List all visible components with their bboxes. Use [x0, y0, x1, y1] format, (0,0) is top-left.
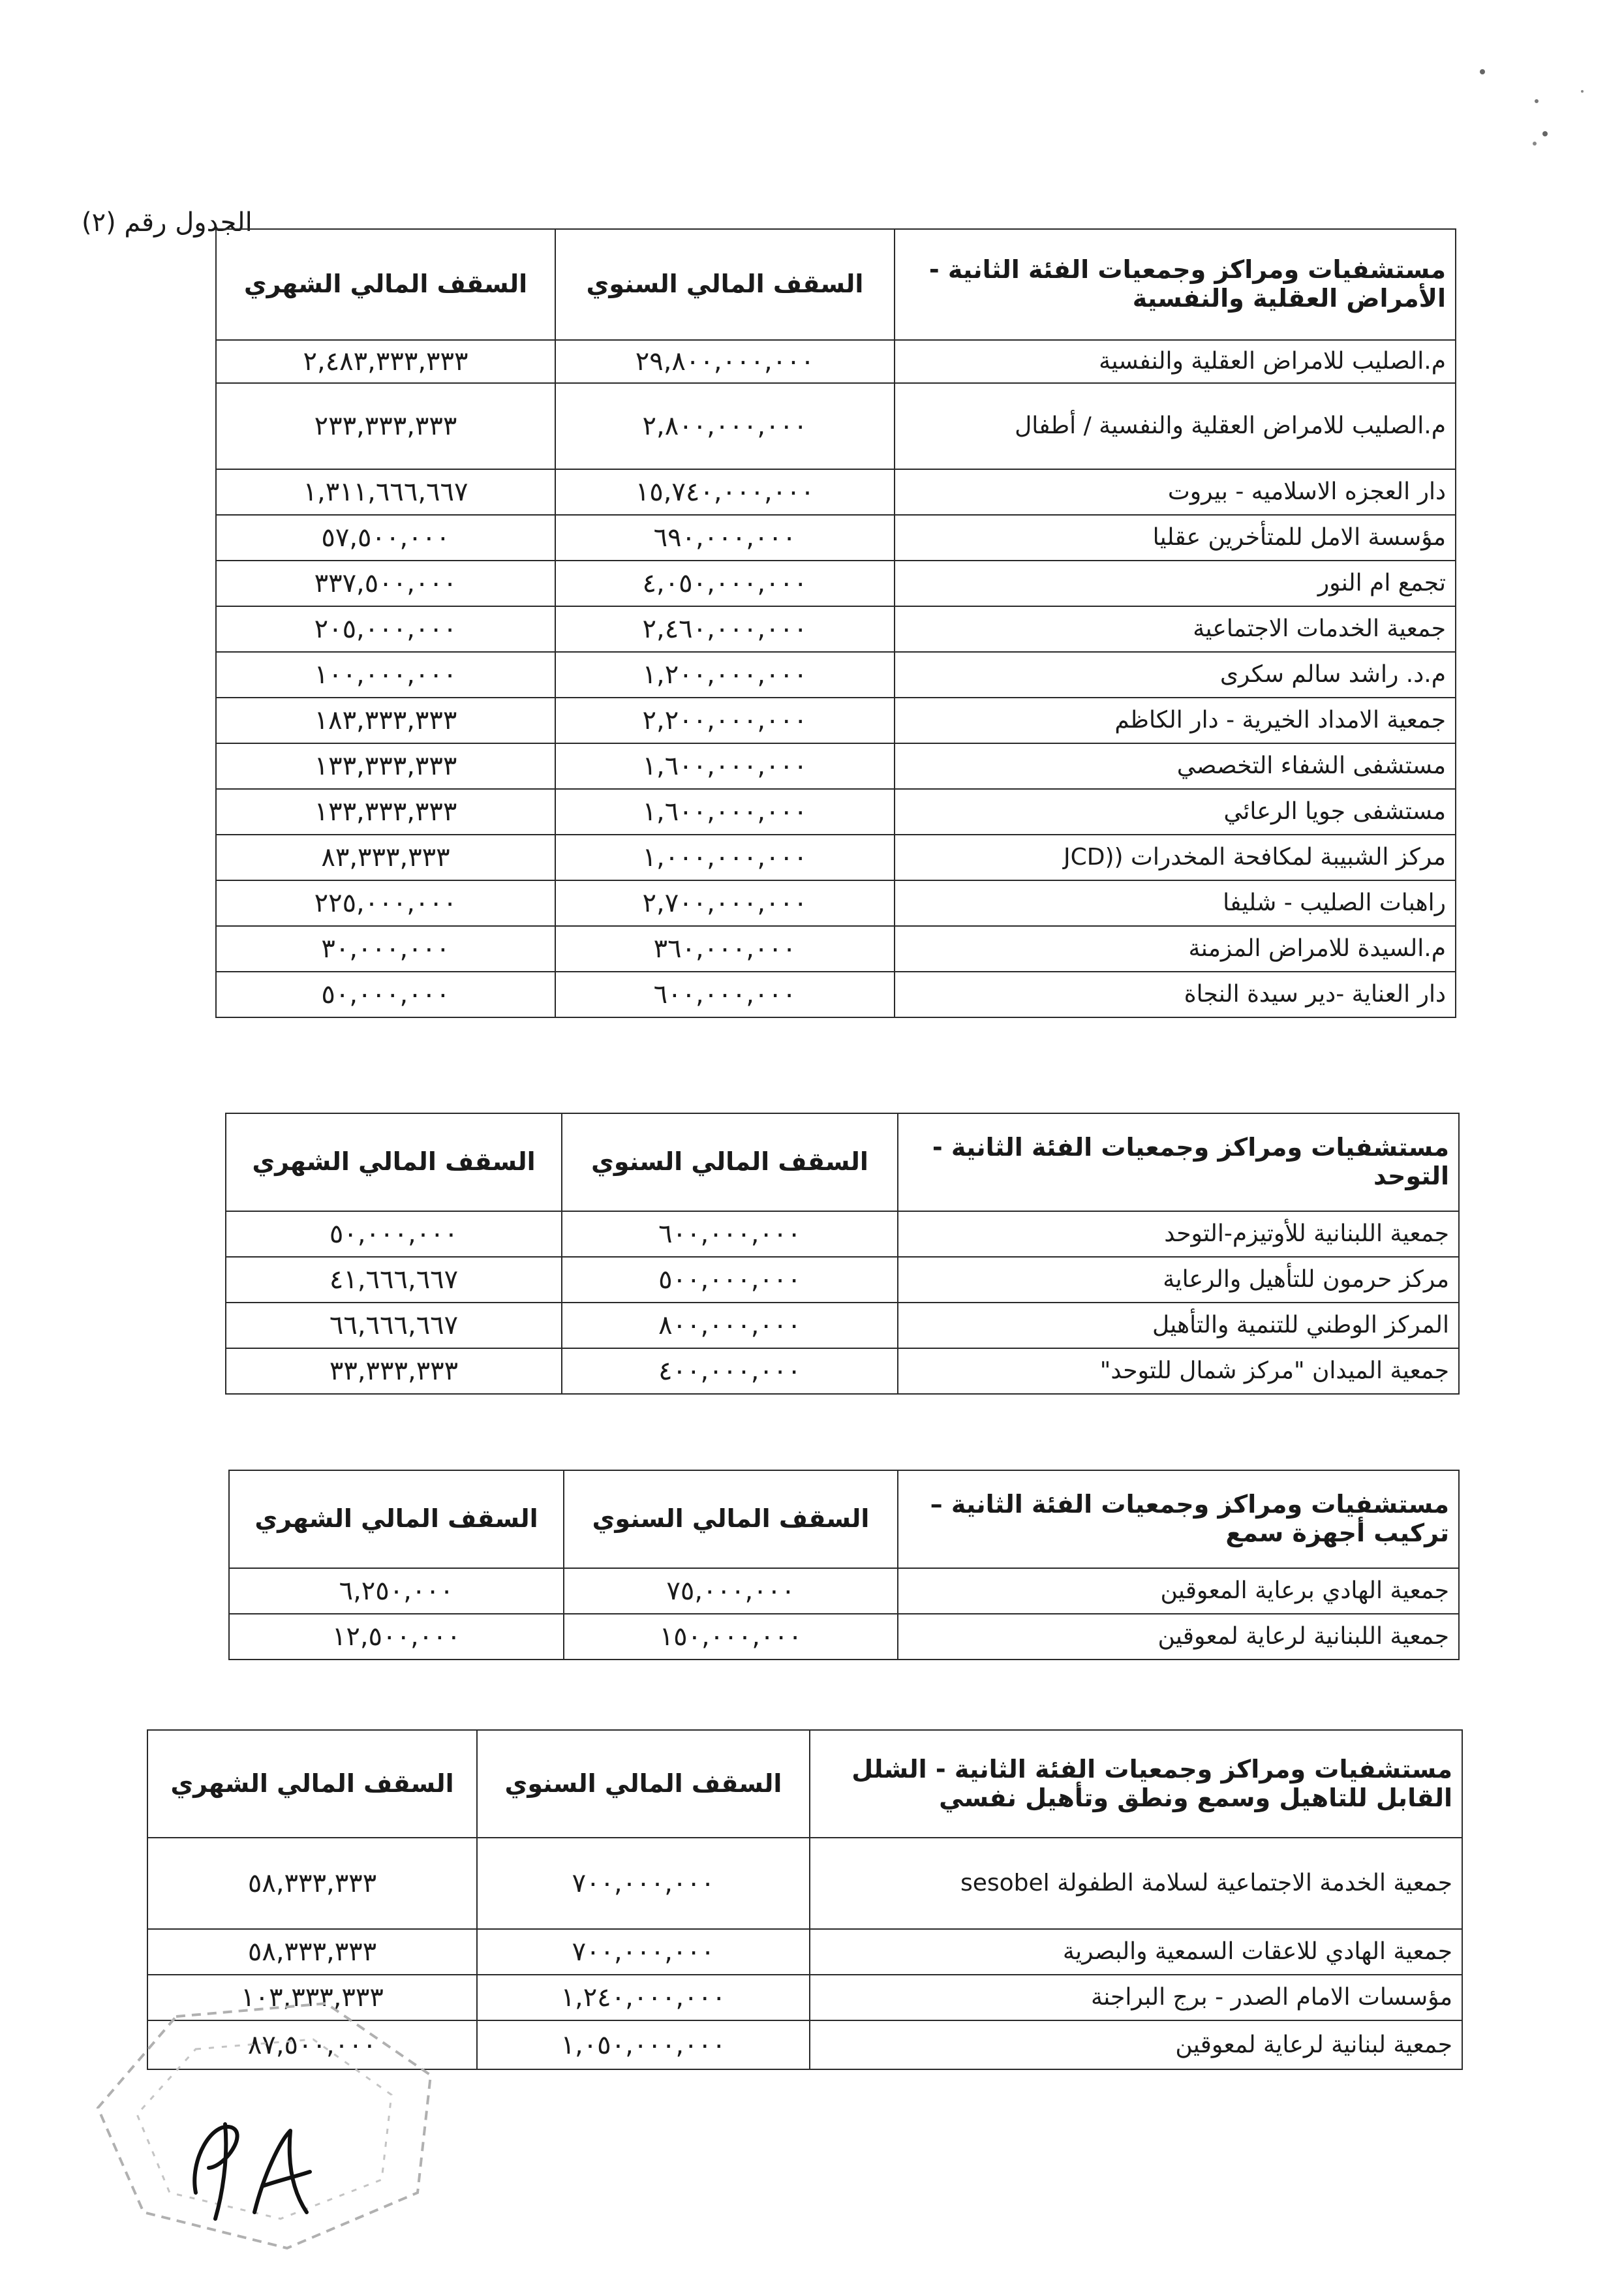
monthly-cap: ١٠٣,٣٣٣,٣٣٣	[147, 1975, 477, 2020]
facility-name: م.الصليب للامراض العقلية والنفسية / أطفال	[895, 383, 1456, 469]
facility-name: جمعية الميدان "مركز شمال للتوحد"	[898, 1348, 1459, 1394]
monthly-cap: ٤١,٦٦٦,٦٦٧	[226, 1257, 562, 1303]
annual-column-header: السقف المالي السنوي	[555, 229, 895, 340]
monthly-cap: ٥٨,٣٣٣,٣٣٣	[147, 1838, 477, 1929]
table-row	[216, 340, 1456, 383]
table-header-row	[216, 229, 1456, 340]
facility-name: جمعية الخدمات الاجتماعية	[895, 606, 1456, 652]
annual-cap: ١٥,٧٤٠,٠٠٠,٠٠٠	[555, 469, 895, 515]
stamp-and-signature	[91, 1997, 457, 2258]
facility-name: مركز الشبيبة لمكافحة المخدرات ((JCD	[895, 835, 1456, 880]
monthly-cap: ٢٠٥,٠٠٠,٠٠٠	[216, 606, 555, 652]
facility-name: جمعية اللبنانية للأوتيزم-التوحد	[898, 1211, 1459, 1257]
annual-column-header: السقف المالي السنوي	[564, 1470, 898, 1568]
monthly-cap: ٦٦,٦٦٦,٦٦٧	[226, 1303, 562, 1348]
annual-cap: ٢,٧٠٠,٠٠٠,٠٠٠	[555, 880, 895, 926]
monthly-cap: ٢,٤٨٣,٣٣٣,٣٣٣	[216, 340, 555, 383]
facility-name: م.الصليب للامراض العقلية والنفسية	[895, 340, 1456, 383]
annual-cap: ١,٠٥٠,٠٠٠,٠٠٠	[477, 2020, 810, 2069]
table-header-row	[229, 1470, 1459, 1568]
monthly-cap: ٥٨,٣٣٣,٣٣٣	[147, 1929, 477, 1975]
annual-cap: ٨٠٠,٠٠٠,٠٠٠	[562, 1303, 898, 1348]
monthly-cap: ١٠٠,٠٠٠,٠٠٠	[216, 652, 555, 698]
table-row	[216, 789, 1456, 835]
signature	[194, 2124, 310, 2219]
table-row	[216, 515, 1456, 561]
facility-name: دار العناية -دير سيدة النجاة	[895, 972, 1456, 1017]
table-row	[147, 1929, 1462, 1975]
monthly-cap: ٨٣,٣٣٣,٣٣٣	[216, 835, 555, 880]
table-row	[216, 926, 1456, 972]
monthly-cap: ١٣٣,٣٣٣,٣٣٣	[216, 789, 555, 835]
facility-name: جمعية اللبنانية لرعاية لمعوقين	[898, 1614, 1459, 1660]
table-row	[216, 835, 1456, 880]
facility-name: جمعية الامداد الخيرية - دار الكاظم	[895, 698, 1456, 743]
table-row	[226, 1303, 1459, 1348]
monthly-cap: ٥٠,٠٠٠,٠٠٠	[226, 1211, 562, 1257]
monthly-cap: ٣٣,٣٣٣,٣٣٣	[226, 1348, 562, 1394]
table-autism	[225, 1113, 1460, 1395]
monthly-cap: ٥٠,٠٠٠,٠٠٠	[216, 972, 555, 1017]
table-row	[216, 606, 1456, 652]
facility-name: جمعية الهادي للاعقات السمعية والبصرية	[810, 1929, 1462, 1975]
annual-cap: ٦٩٠,٠٠٠,٠٠٠	[555, 515, 895, 561]
facility-name: راهبات الصليب - شليفا	[895, 880, 1456, 926]
annual-cap: ٧٥,٠٠٠,٠٠٠	[564, 1568, 898, 1614]
annual-cap: ٢,٨٠٠,٠٠٠,٠٠٠	[555, 383, 895, 469]
table-row	[216, 880, 1456, 926]
facility-name: مستشفى جويا الرعائي	[895, 789, 1456, 835]
facility-name: جمعية لبنانية لرعاية لمعوقين	[810, 2020, 1462, 2069]
annual-cap: ١,٦٠٠,٠٠٠,٠٠٠	[555, 789, 895, 835]
monthly-cap: ٦,٢٥٠,٠٠٠	[229, 1568, 564, 1614]
annual-cap: ١٥٠,٠٠٠,٠٠٠	[564, 1614, 898, 1660]
table-row	[216, 743, 1456, 789]
table-row	[216, 383, 1456, 469]
annual-cap: ٣٦٠,٠٠٠,٠٠٠	[555, 926, 895, 972]
facility-name: المركز الوطني للتنمية والتأهيل	[898, 1303, 1459, 1348]
table-row	[226, 1211, 1459, 1257]
annual-cap: ١,٢٠٠,٠٠٠,٠٠٠	[555, 652, 895, 698]
monthly-cap: ٢٣٣,٣٣٣,٣٣٣	[216, 383, 555, 469]
table-row	[229, 1614, 1459, 1660]
category-header: مستشفيات ومراكز وجمعيات الفئة الثانية - التوحد	[898, 1113, 1459, 1211]
table-row	[216, 698, 1456, 743]
facility-name: تجمع ام النور	[895, 561, 1456, 606]
facility-name: مؤسسة الامل للمتأخرين عقليا	[895, 515, 1456, 561]
table-row	[216, 469, 1456, 515]
annual-cap: ٦٠٠,٠٠٠,٠٠٠	[555, 972, 895, 1017]
table-row	[226, 1257, 1459, 1303]
annual-column-header: السقف المالي السنوي	[562, 1113, 898, 1211]
facility-name: جمعية الهادي برعاية المعوقين	[898, 1568, 1459, 1614]
table-row	[226, 1348, 1459, 1394]
facility-name: مستشفى الشفاء التخصصي	[895, 743, 1456, 789]
facility-name: م.د. راشد سالم سكرى	[895, 652, 1456, 698]
annual-column-header: السقف المالي السنوي	[477, 1730, 810, 1838]
table-row	[216, 561, 1456, 606]
table-number-label: الجدول رقم (٢)	[82, 208, 253, 238]
monthly-column-header: السقف المالي الشهري	[216, 229, 555, 340]
category-header: مستشفيات ومراكز وجمعيات الفئة الثانية – تركيب أجهزة سمع	[898, 1470, 1459, 1568]
table-row	[216, 972, 1456, 1017]
monthly-cap: ١,٣١١,٦٦٦,٦٦٧	[216, 469, 555, 515]
annual-cap: ٥٠٠,٠٠٠,٠٠٠	[562, 1257, 898, 1303]
facility-name: م.السيدة للامراض المزمنة	[895, 926, 1456, 972]
monthly-cap: ٣٣٧,٥٠٠,٠٠٠	[216, 561, 555, 606]
table-row	[229, 1568, 1459, 1614]
monthly-cap: ١٨٣,٣٣٣,٣٣٣	[216, 698, 555, 743]
annual-cap: ٢,٢٠٠,٠٠٠,٠٠٠	[555, 698, 895, 743]
category-header: مستشفيات ومراكز وجمعيات الفئة الثانية - الأمراض العقلية والنفسية	[895, 229, 1456, 340]
facility-name: دار العجزه الاسلاميه - بيروت	[895, 469, 1456, 515]
table-row	[216, 652, 1456, 698]
facility-name: مركز حرمون للتأهيل والرعاية	[898, 1257, 1459, 1303]
table-header-row	[226, 1113, 1459, 1211]
facility-name: مؤسسات الامام الصدر - برج البراجنة	[810, 1975, 1462, 2020]
table-row	[147, 1838, 1462, 1929]
monthly-cap: ٥٧,٥٠٠,٠٠٠	[216, 515, 555, 561]
stamp-outline	[98, 2003, 431, 2248]
annual-cap: ١,٦٠٠,٠٠٠,٠٠٠	[555, 743, 895, 789]
monthly-cap: ١٣٣,٣٣٣,٣٣٣	[216, 743, 555, 789]
monthly-column-header: السقف المالي الشهري	[226, 1113, 562, 1211]
table-header-row	[147, 1730, 1462, 1838]
annual-cap: ٤٠٠,٠٠٠,٠٠٠	[562, 1348, 898, 1394]
table-mental-health	[215, 228, 1456, 1018]
category-header: مستشفيات ومراكز وجمعيات الفئة الثانية - الشلل القابل للتاهيل وسمع ونطق وتأهيل نفسي	[810, 1730, 1462, 1838]
annual-cap: ٢,٤٦٠,٠٠٠,٠٠٠	[555, 606, 895, 652]
annual-cap: ٧٠٠,٠٠٠,٠٠٠	[477, 1929, 810, 1975]
monthly-cap: ١٢,٥٠٠,٠٠٠	[229, 1614, 564, 1660]
annual-cap: ٧٠٠,٠٠٠,٠٠٠	[477, 1838, 810, 1929]
monthly-column-header: السقف المالي الشهري	[229, 1470, 564, 1568]
annual-cap: ٢٩,٨٠٠,٠٠٠,٠٠٠	[555, 340, 895, 383]
monthly-cap: ٨٧,٥٠٠,٠٠٠	[147, 2020, 477, 2069]
annual-cap: ١,٠٠٠,٠٠٠,٠٠٠	[555, 835, 895, 880]
scan-specks	[0, 0, 1624, 196]
monthly-cap: ٣٠,٠٠٠,٠٠٠	[216, 926, 555, 972]
facility-name: جمعية الخدمة الاجتماعية لسلامة الطفولة sesobel	[810, 1838, 1462, 1929]
annual-cap: ١,٢٤٠,٠٠٠,٠٠٠	[477, 1975, 810, 2020]
monthly-cap: ٢٢٥,٠٠٠,٠٠٠	[216, 880, 555, 926]
annual-cap: ٤,٠٥٠,٠٠٠,٠٠٠	[555, 561, 895, 606]
stamp-inner-outline	[137, 2039, 391, 2219]
monthly-column-header: السقف المالي الشهري	[147, 1730, 477, 1838]
annual-cap: ٦٠٠,٠٠٠,٠٠٠	[562, 1211, 898, 1257]
table-hearing-devices	[228, 1470, 1460, 1660]
